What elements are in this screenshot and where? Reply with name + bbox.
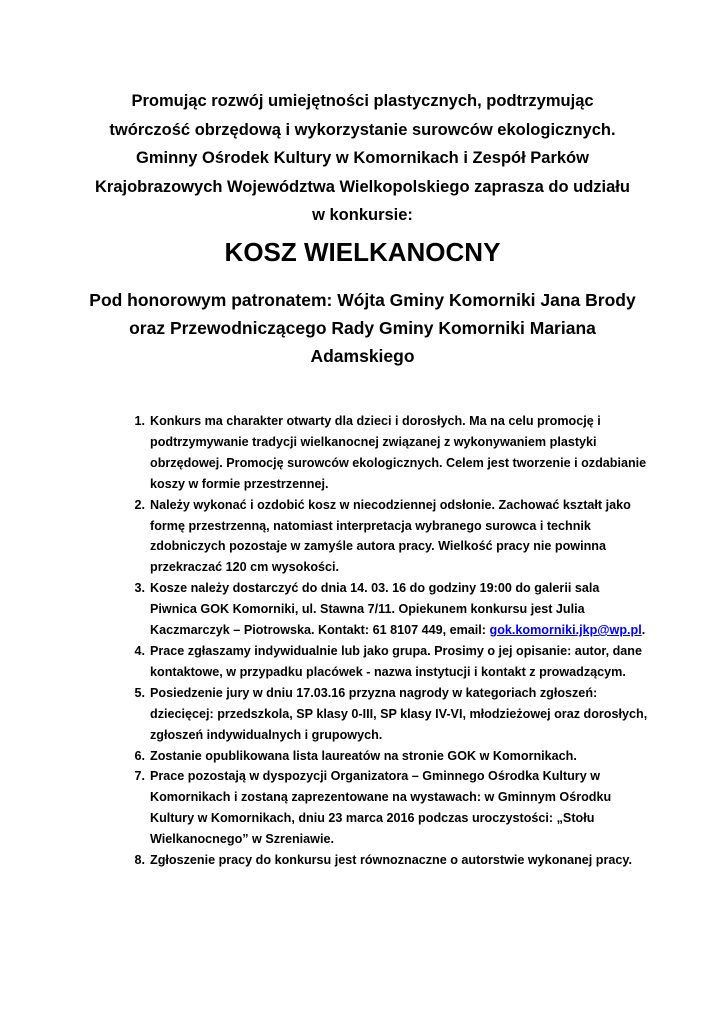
rule-text: Należy wykonać i ozdobić kosz w niecodziennej odsłonie. Zachować kształt jako formę przestrzenną, natomiast interpretacja wybranego surowca i technik zdobniczych pozostaje w zamyśle autora pracy. Wielkość pracy nie powinna przekraczać 120 cm wysokości. — [150, 497, 631, 575]
intro-paragraph — [60, 87, 665, 230]
rule-text-block — [150, 578, 648, 641]
patronage-paragraph — [60, 286, 665, 370]
rule-number: 3. — [134, 581, 145, 596]
rule-item-2 — [123, 495, 648, 579]
intro-line: Promując rozwój umiejętności plastycznych, podtrzymując — [131, 92, 594, 110]
rule-text-trailing: . — [641, 623, 646, 638]
rule-item-3 — [123, 578, 648, 641]
rule-number: 6. — [134, 748, 145, 763]
rule-text: Prace pozostają w dyspozycji Organizatora – Gminnego Ośrodka Kultury w Komornikach i zostaną zaprezentowane na wystawach: w Gminnym Ośrodku Kultury w Komornikach, dniu 23 marca 2016 podczas uroczystości: „Stołu Wielkanocnego” w Szreniawie. — [150, 769, 612, 847]
patronage-line: Pod honorowym patronatem: Wójta Gminy Komorniki Jana Brody — [89, 290, 636, 310]
intro-line: Krajobrazowych Województwa Wielkopolskiego zaprasza do udziału — [95, 177, 630, 196]
email-link[interactable]: gok.komorniki.jkp@wp.pl — [489, 623, 642, 638]
rule-item-6 — [123, 746, 648, 767]
rule-number: 4. — [134, 643, 145, 658]
patronage-line: Adamskiego — [310, 346, 415, 366]
patronage-line: oraz Przewodniczącego Rady Gminy Komorniki Mariana — [129, 318, 596, 338]
rule-item-8 — [123, 850, 648, 871]
rule-text: Zgłoszenie pracy do konkursu jest równoznaczne o autorstwie wykonanej pracy. — [150, 853, 632, 868]
rule-number: 7. — [134, 769, 145, 784]
rule-item-5 — [123, 683, 648, 746]
rule-number: 5. — [134, 685, 145, 700]
rule-item-4 — [123, 641, 648, 683]
rule-number: 8. — [134, 853, 145, 868]
rule-number: 1. — [134, 414, 145, 428]
rule-text: Konkurs ma charakter otwarty dla dzieci i dorosłych. Ma na celu promocję i podtrzymywanie tradycji wielkanocnej związanej z wykonywaniem plastyki obrzędowej. Promocję surowców ekologicznych. Celem jest tworzenie i ozdabianie koszy w formie przestrzennej. — [150, 414, 647, 491]
rule-text: Posiedzenie jury w dniu 17.03.16 przyzna nagrody w kategoriach zgłoszeń: dziecięcej: przedszkola, SP klasy 0-III, SP klasy IV-VI, młodzieżowej oraz dorosłych, zgłoszeń indywidualnych i grupowych. — [150, 685, 648, 742]
rule-item-1 — [123, 411, 648, 495]
intro-line: w konkursie: — [312, 206, 413, 224]
rule-number: 2. — [134, 497, 145, 512]
intro-line: twórczość obrzędową i wykorzystanie surowców ekologicznych. — [109, 120, 616, 139]
rules-list — [123, 411, 648, 871]
rule-text: Prace zgłaszamy indywidualnie lub jako grupa. Prosimy o jej opisanie: autor, dane kontaktowe, w przypadku placówek - nazwa instytucji i kontakt z prowadzącym. — [150, 643, 642, 679]
contest-title: KOSZ WIELKANOCNY — [224, 237, 501, 267]
rule-text: Zostanie opublikowana lista laureatów na stronie GOK w Komornikach. — [150, 748, 577, 763]
intro-line: Gminny Ośrodek Kultury w Komornikach i Zespół Parków — [136, 149, 589, 167]
rule-text: Kosze należy dostarczyć do dnia 14. 03. 16 do godziny 19:00 do galerii sala Piwnica GOK Komorniki, ul. Stawna 7/11. Opiekunem konkursu jest Julia Kaczmarczyk – Piotrowska. Kontakt: 61 8107 449, email: — [150, 581, 600, 638]
rule-item-7 — [123, 766, 648, 850]
